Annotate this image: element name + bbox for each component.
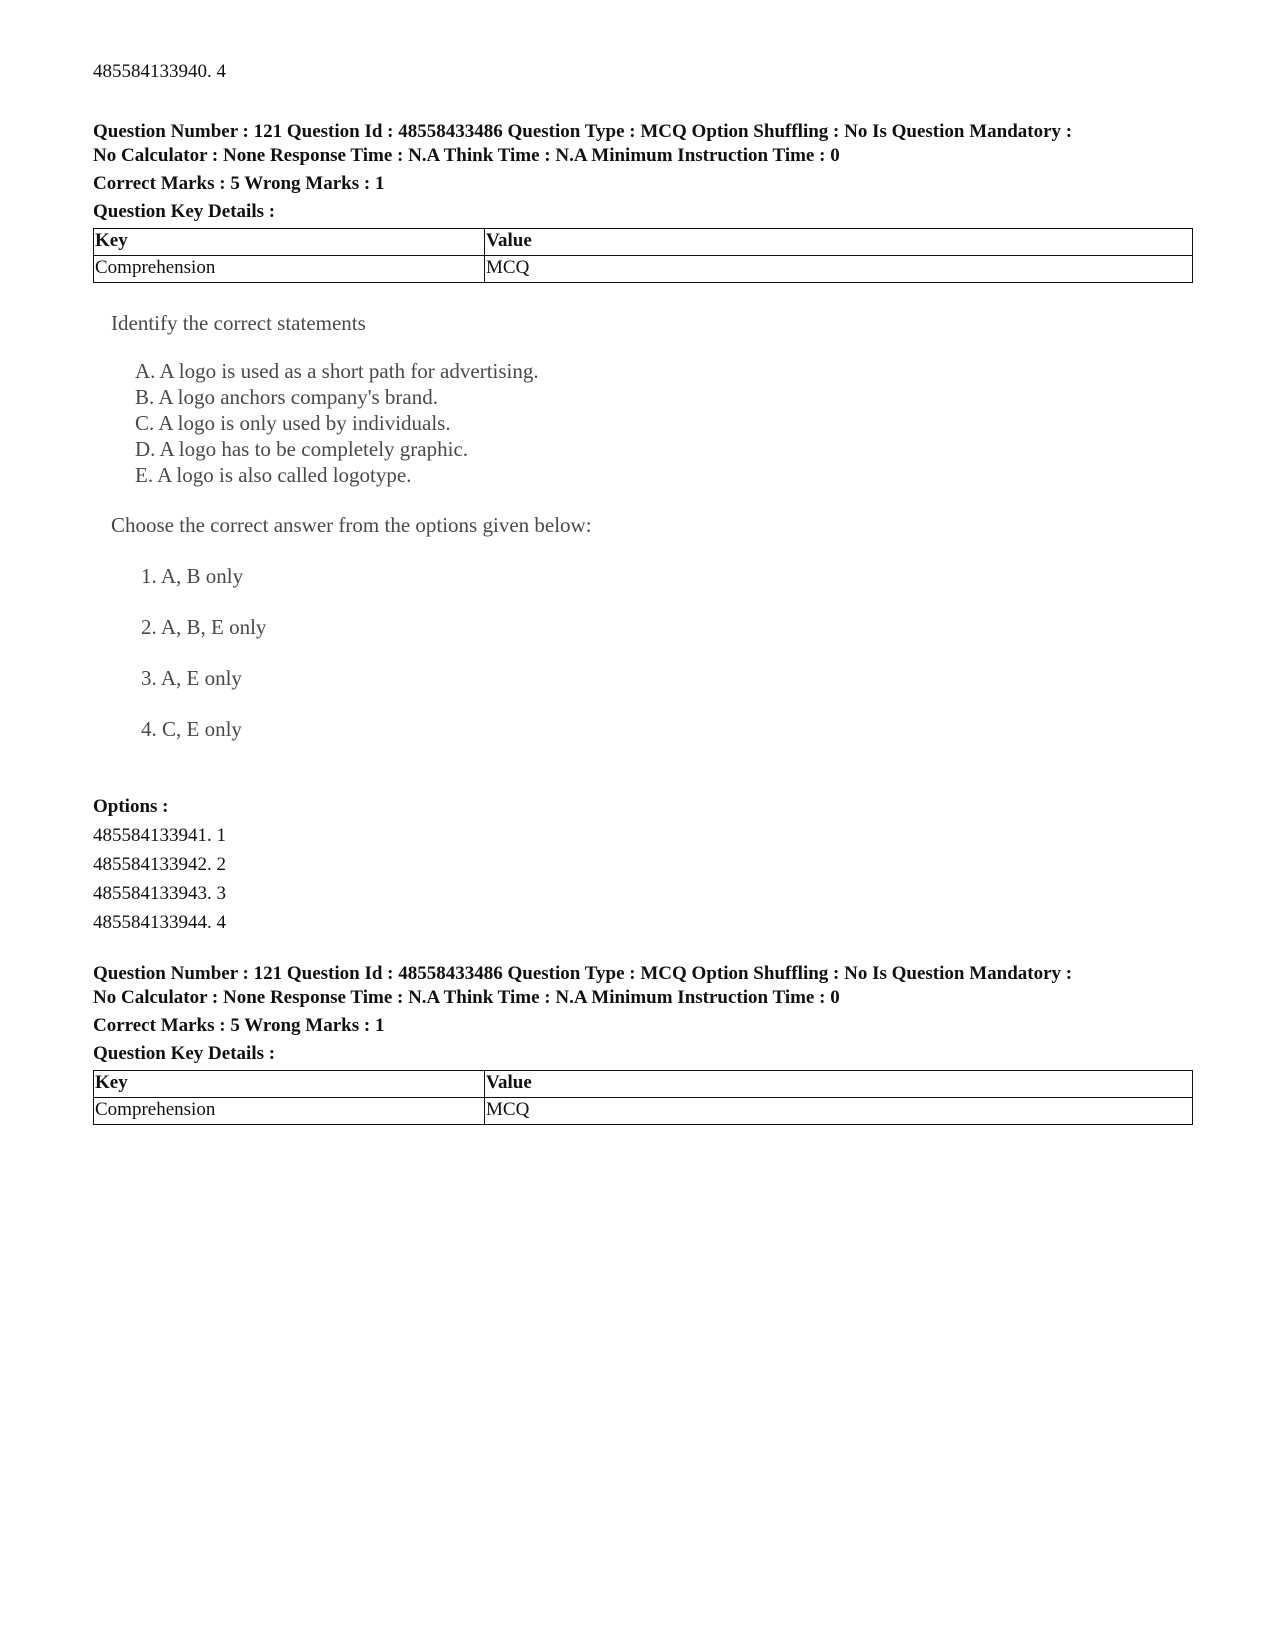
choice-2: 2. A, B, E only	[141, 615, 267, 639]
table-header-value: Value	[485, 1071, 1193, 1098]
question-marks: Correct Marks : 5 Wrong Marks : 1	[93, 173, 385, 194]
key-details-table	[93, 228, 1193, 283]
table-header-key: Key	[94, 229, 485, 256]
choice-4: 4. C, E only	[141, 717, 242, 741]
table-header-key: Key	[94, 1071, 485, 1098]
question-marks: Correct Marks : 5 Wrong Marks : 1	[93, 1015, 385, 1036]
table-row	[94, 1098, 1193, 1125]
table-cell-value: MCQ	[485, 256, 1193, 283]
statement-b: B. A logo anchors company's brand.	[135, 385, 438, 409]
table-cell-key: Comprehension	[94, 1098, 485, 1125]
table-row	[94, 256, 1193, 283]
question-block-2	[93, 962, 1193, 1125]
choose-instruction: Choose the correct answer from the options given below:	[111, 513, 592, 537]
question-key-details-label: Question Key Details :	[93, 201, 276, 222]
question-header-line-1: Question Number : 121 Question Id : 48558433486 Question Type : MCQ Option Shuffling : No Is Question Mandatory :	[93, 121, 1073, 142]
table-cell-key: Comprehension	[94, 256, 485, 283]
question-instruction: Identify the correct statements	[111, 311, 366, 335]
option-item-2: 485584133942. 2	[93, 854, 226, 875]
statement-a: A. A logo is used as a short path for advertising.	[135, 359, 539, 383]
statement-d: D. A logo has to be completely graphic.	[135, 437, 469, 461]
table-cell-value: MCQ	[485, 1098, 1193, 1125]
options-title: Options :	[93, 796, 169, 817]
table-header-row	[94, 1071, 1193, 1098]
table-header-value: Value	[485, 229, 1193, 256]
options-block	[93, 792, 226, 937]
statement-e: E. A logo is also called logotype.	[135, 463, 412, 487]
option-item-4: 485584133944. 4	[93, 912, 226, 933]
question-header-line-2: No Calculator : None Response Time : N.A Think Time : N.A Minimum Instruction Time : 0	[93, 145, 840, 166]
question-header-line-1: Question Number : 121 Question Id : 48558433486 Question Type : MCQ Option Shuffling : No Is Question Mandatory :	[93, 963, 1073, 984]
question-header-line-2: No Calculator : None Response Time : N.A Think Time : N.A Minimum Instruction Time : 0	[93, 987, 840, 1008]
statement-c: C. A logo is only used by individuals.	[135, 411, 451, 435]
previous-option-line: 485584133940. 4	[93, 61, 226, 82]
choice-3: 3. A, E only	[141, 666, 242, 690]
key-details-table	[93, 1070, 1193, 1125]
table-header-row	[94, 229, 1193, 256]
option-item-1: 485584133941. 1	[93, 825, 226, 846]
question-key-details-label: Question Key Details :	[93, 1043, 276, 1064]
option-item-3: 485584133943. 3	[93, 883, 226, 904]
choice-1: 1. A, B only	[141, 564, 244, 588]
question-block-1	[93, 120, 1193, 283]
